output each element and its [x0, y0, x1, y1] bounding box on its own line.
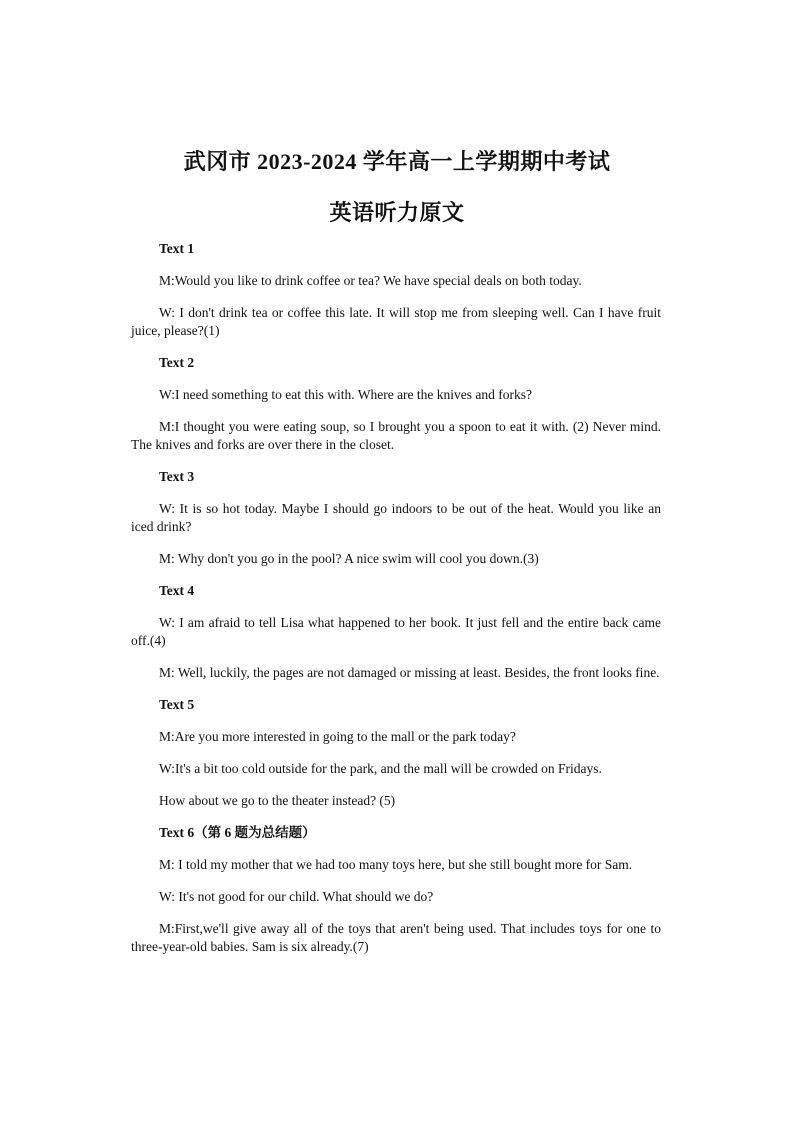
section-heading-text-4: Text 4	[159, 583, 195, 598]
dialogue-line: M: Why don't you go in the pool? A nice swim will cool you down.(3)	[159, 551, 539, 566]
dialogue-line: M:Are you more interested in going to the mall or the park today?	[159, 729, 516, 744]
dialogue-line: M:First,we'll give away all of the toys that aren't being used. That includes toys for one to three-year-old babies. Sam is six already.(7)	[131, 921, 661, 954]
dialogue-line: M:I thought you were eating soup, so I brought you a spoon to eat it with. (2) Never mind. The knives and forks are over there in the closet.	[131, 419, 661, 452]
dialogue-line: W: It's not good for our child. What should we do?	[159, 889, 434, 904]
section-heading-text-2: Text 2	[159, 355, 195, 370]
dialogue-line: W: I am afraid to tell Lisa what happened to her book. It just fell and the entire back came off.(4)	[131, 615, 661, 648]
dialogue-line: W:It's a bit too cold outside for the park, and the mall will be crowded on Fridays.	[159, 761, 602, 776]
dialogue-line: M:Would you like to drink coffee or tea? We have special deals on both today.	[159, 273, 582, 288]
dialogue-line: How about we go to the theater instead? (5)	[159, 793, 396, 808]
section-heading-text-1: Text 1	[159, 241, 195, 256]
transcript-body	[131, 240, 661, 970]
dialogue-line: W:I need something to eat this with. Where are the knives and forks?	[159, 387, 533, 402]
section-heading-text-6: Text 6（第 6 题为总结题）	[159, 825, 316, 840]
dialogue-line: M: Well, luckily, the pages are not damaged or missing at least. Besides, the front looks fine.	[159, 665, 660, 680]
document-subtitle: 英语听力原文	[329, 200, 465, 225]
dialogue-line: M: I told my mother that we had too many toys here, but she still bought more for Sam.	[159, 857, 633, 872]
section-heading-text-5: Text 5	[159, 697, 195, 712]
section-heading-text-3: Text 3	[159, 469, 195, 484]
document-title: 武冈市 2023-2024 学年高一上学期期中考试	[183, 149, 611, 174]
dialogue-line: W: I don't drink tea or coffee this late. It will stop me from sleeping well. Can I have fruit juice, please?(1)	[131, 305, 661, 338]
dialogue-line: W: It is so hot today. Maybe I should go indoors to be out of the heat. Would you like an iced drink?	[131, 501, 661, 534]
